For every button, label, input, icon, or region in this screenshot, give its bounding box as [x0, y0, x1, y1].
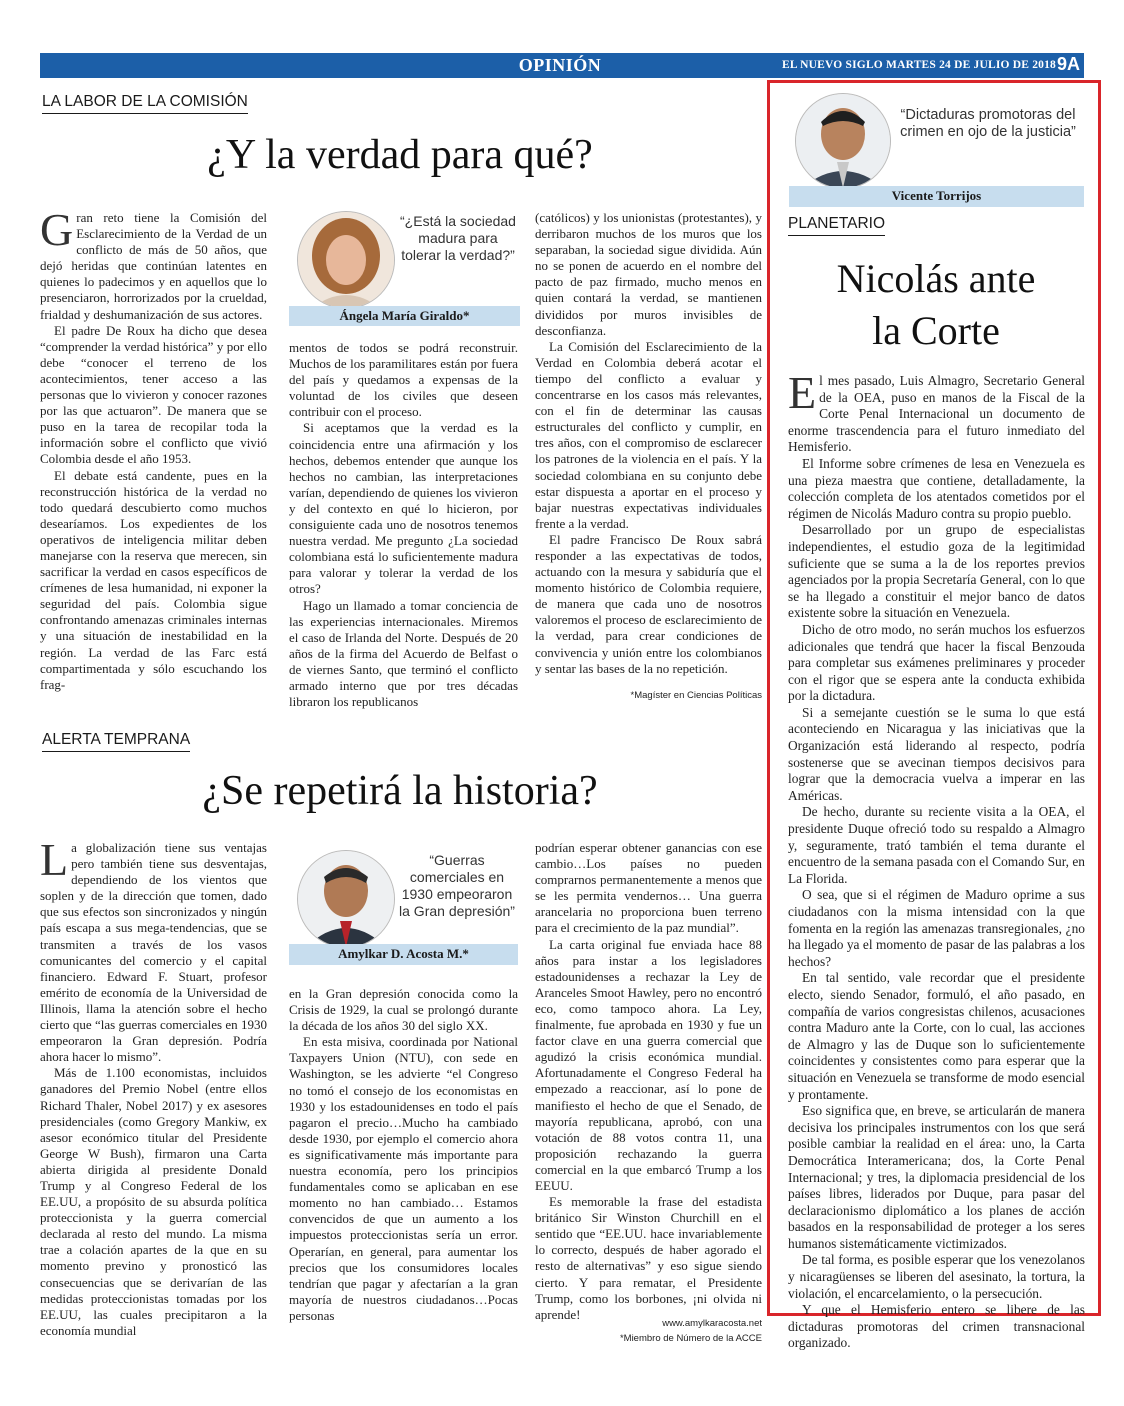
article2-column-1 [40, 834, 267, 1339]
article2-paragraph: La globalización tiene sus ventajas pero también tiene sus desventajas, dependiendo de los vientos que soplen y de la dirección que tomen, dado que sus efectos son sincronizados y ningún país escapa a sus mega-tendencias, que se transmiten a través de los vasos comunicantes del comercio y el capital financiero. Edward F. Stuart, profesor emérito de economía de la Universidad de Illinois, llama la atención sobre el hecho cierto que “las guerras comerciales en 1930 empeoraron la Gran depresión. Podría ahora hacer lo mismo”. [40, 834, 267, 1065]
author-photo-vicente-torrijos [795, 93, 891, 189]
article3-paragraph: O sea, que si el régimen de Maduro oprime a sus ciudadanos con la misma intensidad con la que fomenta en la región las amenazas transregionales, ¿no ha llegado ya el momento de pasar de las palabras a los hechos? [788, 887, 1085, 969]
article3-pull-quote-box [789, 91, 1084, 208]
article1-paragraph: La Comisión del Esclarecimiento de la Verdad en Colombia deberá acotar el tiempo del conflicto a evaluar y concentrarse en los casos más relevantes, con el fin de determinar las causas estructurales del conflicto y cumplir, en tres años, con el compromiso de esclarecer los patrones de la violencia en el país. Y la sociedad colombiana en su conjunto debe estar dispuesta a aportar en el proceso y bajar nuestras expectativas individuales frente a la verdad. [535, 338, 762, 531]
article1-byline: Ángela María Giraldo* [289, 306, 520, 326]
article2-paragraph: podrían esperar obtener ganancias con ese cambio…Los países no pueden comprarnos permanentemente a menos que se les permita vendernos… Una guerra arancelaria no proporciona buen terreno para el crecimiento de la paz mundial”. [535, 840, 762, 936]
article3-kicker: PLANETARIO [788, 215, 885, 236]
article1-paragraph: El padre Francisco De Roux sabrá responder a las expectativas de todos, actuando con la mesura y sabiduría que el momento histórico de Colombia requiere, de manera que cada uno de nosotros valoremos el proceso de esclarecimiento de la verdad, para crear condiciones de convivencia y unión entre los colombianos y sentar las bases de la no repetición. [535, 531, 762, 676]
masthead-date: EL NUEVO SIGLO MARTES 24 DE JULIO DE 2018 [781, 59, 1056, 71]
article3-quote-text: “Dictaduras promotoras del crimen en ojo de la justicia” [900, 107, 1076, 140]
author-photo-angela-maria-giraldo [297, 211, 395, 309]
article1-footnote: *Magíster en Ciencias Políticas [630, 690, 762, 701]
article2-pull-quote-box [289, 847, 518, 967]
article1-column-1 [40, 204, 267, 693]
article1-paragraph: Gran reto tiene la Comisión del Esclarecimiento de la Verdad de un conflicto de más de 50 años, que dejó heridas que continúan latentes en quienes lo padecimos y en aquellos que lo presenciaron, horrorizados por la crueldad, frialdad y deshumanización de sus actores. [40, 204, 267, 322]
article3-paragraph: El mes pasado, Luis Almagro, Secretario General de la OEA, puso en manos de la Fiscal de la Corte Penal Internacional un documento de enorme trascendencia para el futuro inmediato del Hemisferio. [788, 367, 1085, 455]
article1-paragraph: Si aceptamos que la verdad es la coincidencia entre una afirmación y los hechos, debemos entender que aunque los hechos no cambian, las interpretaciones varían, dependiendo de quienes los vivieron y del contexto en qué lo hicieron, por consiguiente cada uno de nosotros tenemos nuestra verdad. Me pregunto ¿La sociedad colombiana está lo suficientemente madura para valorar y tolerar la verdad de los otros? [289, 420, 518, 597]
article3-paragraph: Dicho de otro modo, no serán muchos los esfuerzos adicionales que tendrá que hacer la fiscal Benzouda para completar sus exámenes preliminares y proceder con el rigor que se espera ante la conducta exhibida por la dictadura. [788, 621, 1085, 704]
article2-headline: ¿Se repetirá la historia? [202, 768, 598, 814]
article2-footnote: *Miembro de Número de la ACCE [619, 1333, 762, 1344]
article1-paragraph: mentos de todos se podrá reconstruir. Muchos de los paramilitares están por fuera del país y quedamos a expensas de la voluntad de los civiles que deseen contribuir con el proceso. [289, 340, 518, 420]
article2-paragraph: Es memorable la frase del estadista británico Sir Winston Churchill en el sentido que “EE.UU. hace invariablemente lo correcto, después de haber agorado el resto de alternativas” y eso sigue siendo cierto. Y para rematar, el Presidente Trump, como los borbones, ¡ni olvida ni aprende! [535, 1194, 762, 1322]
article1-quote-text: “¿Está la sociedad madura para tolerar la verdad?” [400, 213, 516, 263]
article3-paragraph: En tal sentido, vale recordar que el presidente electo, siendo Senador, formuló, el año pasado, en compañía de varios congresistas chilenos, acusaciones contra Maduro ante la Corte, con lo cual, las acciones de Almagro y las de Duque son lo suficientemente coincidentes y consistentes como para esperar que la situación en Venezuela se transforme de modo esencial y prontamente. [788, 970, 1085, 1102]
article2-column-3 [535, 840, 762, 1323]
article3-headline-line-1: Nicolás ante [836, 256, 1036, 301]
article3-body [788, 367, 1085, 1352]
article1-paragraph: (católicos) y los unionistas (protestantes), y derribaron muchos de los muros que los separaban, la sociedad sigue dividida. Aún no se ponen de acuerdo en el nombre del pacto de paz firmado, mucho menos en quien contará la verdad, se mantienen divididos por muros invisibles de desconfianza. [535, 210, 762, 338]
article3-paragraph: Si a semejante cuestión se le suma lo que está aconteciendo en Nicaragua y las iniciativas que la Organización está liderando al respecto, podría sostenerse que se avecinan tiempos decisivos para lograr que la democracia vuelva a imperar en las Américas. [788, 704, 1085, 803]
article3-paragraph: El Informe sobre crímenes de lesa en Venezuela es una pieza maestra que contiene, detalladamente, la colección completa de los atentados cometidos por el régimen de Nicolás Maduro contra su propio pueblo. [788, 455, 1085, 521]
article2-byline: Amylkar D. Acosta M.* [289, 944, 518, 965]
article1-pull-quote-box [289, 207, 520, 327]
article3-paragraph: Eso significa que, en breve, se articularán de manera decisiva los principales instrumentos con los que será posible cambiar la realidad en el área: uno, la Carta Democrática Interamericana; dos, la Corte Penal Internacional; y tres, la diplomacia presidencial de los países libres, liderados por Duque, para pasar del declaracionismo diplomático a los planes de acción basados en la responsabilidad de proteger a los seres humanos sistemáticamente victimizados. [788, 1103, 1085, 1251]
article1-paragraph: El debate está candente, pues en la reconstrucción histórica de la verdad no todo quedará descubierto como muchos desearíamos. Los expedientes de los operativos de inteligencia militar deben manejarse con la reserva que merecen, sin sacrificar la verdad en casos específicos de crímenes de lesa humanidad, ni exponer la seguridad del país. Colombia sigue confrontando amenazas criminales internas y una situación de inestabilidad en la región. La verdad de las Farc está compartimentada y sólo escuchando los frag- [40, 467, 267, 692]
page-number: 9A [1057, 54, 1081, 74]
article2-kicker: ALERTA TEMPRANA [42, 731, 190, 752]
article1-kicker: LA LABOR DE LA COMISIÓN [42, 93, 248, 114]
author-photo-amylkar-acosta [297, 850, 395, 948]
section-label: OPINIÓN [518, 55, 602, 75]
article3-paragraph: De hecho, durante su reciente visita a la OEA, el presidente Duque ofreció todo su respaldo a Almagro y, seguramente, trató también el tema durante el encuentro de la semana pasada con el Comando Sur, en La Florida. [788, 804, 1085, 886]
article2-column-2 [289, 986, 518, 1324]
article3-paragraph: Y que el Hemisferio entero se libere de las dictaduras promotoras del crimen transnacional organizado. [788, 1302, 1085, 1351]
article2-paragraph: en la Gran depresión conocida como la Crisis de 1929, la cual se prolongó durante la década de los años 30 del siglo XX. [289, 986, 518, 1034]
article3-paragraph: De tal forma, es posible esperar que los venezolanos y nicaragüenses se liberen del asesinato, la tortura, la violación, el encarcelamiento, o la persecución. [788, 1252, 1085, 1301]
article2-paragraph: En esta misiva, coordinada por National Taxpayers Union (NTU), con sede en Washington, se les advierte “el Congreso no tomó el consejo de los economistas en 1930 y los estadounidenses en todo el país pagaron el precio…Mucho ha cambiado desde 1930, por ejemplo el comercio ahora es significativamente más importante para nuestra economía, pero los principios fundamentales como se aplicaban en ese momento no han cambiado… Estamos convencidos de que un aumento a los impuestos proteccionistas sería un error. Operarían, en general, para aumentar los precios que los consumidores locales tendrían que pagar y afectarían a la gran mayoría de nuestros ciudadanos…Pocas personas [289, 1034, 518, 1323]
article3-byline: Vicente Torrijos [789, 186, 1084, 207]
article2-paragraph: La carta original fue enviada hace 88 años para instar a los legisladores estadounidenses a rechazar la Ley de Aranceles Smoot Hawley, pero no encontró eco, como tampoco ahora. La Ley, finalmente, fue aprobada en 1930 y fue un factor clave en una guerra comercial que agudizó la crisis económica mundial. Afortunadamente el Congreso Federal ha empezado a reaccionar, así lo pone de manifiesto el hecho de que el Senado, de mayoría republicana, aprobó, con una votación de 88 votos contra 11, una proposición rechazando la guerra comercial en la que embarcó Trump a los EEUU. [535, 936, 762, 1193]
article2-paragraph: Más de 1.100 economistas, incluidos ganadores del Premio Nobel (entre ellos Richard Thaler, Nobel 2017) y ex asesores presidenciales (como Gregory Mankiw, ex asesor económico titular del Presidente George W Bush), firmaron una Carta abierta dirigida al presidente Donald Trump y al Congreso Federal de los EE.UU, a propósito de su absurda política proteccionista y la guerra comercial declarada al resto del mundo. La misma trae a colación apartes de la que en su momento previno y pronosticó las consecuencias que se derivarían de las medidas proteccionistas tomadas por los EE.UU, las cuales precipitaron a la economía mundial [40, 1065, 267, 1338]
article1-paragraph: El padre De Roux ha dicho que desea “comprender la verdad histórica” y por ello debe “conocer el terreno de los acontecimientos, tener acceso a las personas que lo vivieron y conocer razones por las que actuaron”. De manera que se puso en la tarea de recopilar toda la información sobre el conflicto que vivió Colombia desde el año 1953. [40, 322, 267, 467]
article1-paragraph: Hago un llamado a tomar conciencia de las experiencias internacionales. Miremos el caso de Irlanda del Norte. Después de 20 años de la firma del Acuerdo de Belfast o de viernes Santo, que terminó el conflicto armado interno que por tres décadas libraron los republicanos [289, 597, 518, 710]
article2-quote-text: “Guerras comerciales en 1930 empeoraron la Gran depresión” [399, 852, 515, 919]
article2-website: www.amylkaracosta.net [662, 1318, 762, 1329]
article1-column-2 [289, 340, 518, 710]
article1-headline: ¿Y la verdad para qué? [207, 132, 593, 178]
article3-headline [790, 253, 1082, 357]
article1-column-3 [535, 210, 762, 677]
article3-paragraph: Desarrollado por un grupo de especialistas independientes, el estudio goza de la legitimidad suficiente que se suma a la de los reportes previos agenciados por la propia Secretaría General, con lo que se ha llegado a constituir el mejor banco de datos existente sobre la situación en Venezuela. [788, 522, 1085, 621]
article3-headline-line-2: la Corte [872, 308, 1000, 353]
